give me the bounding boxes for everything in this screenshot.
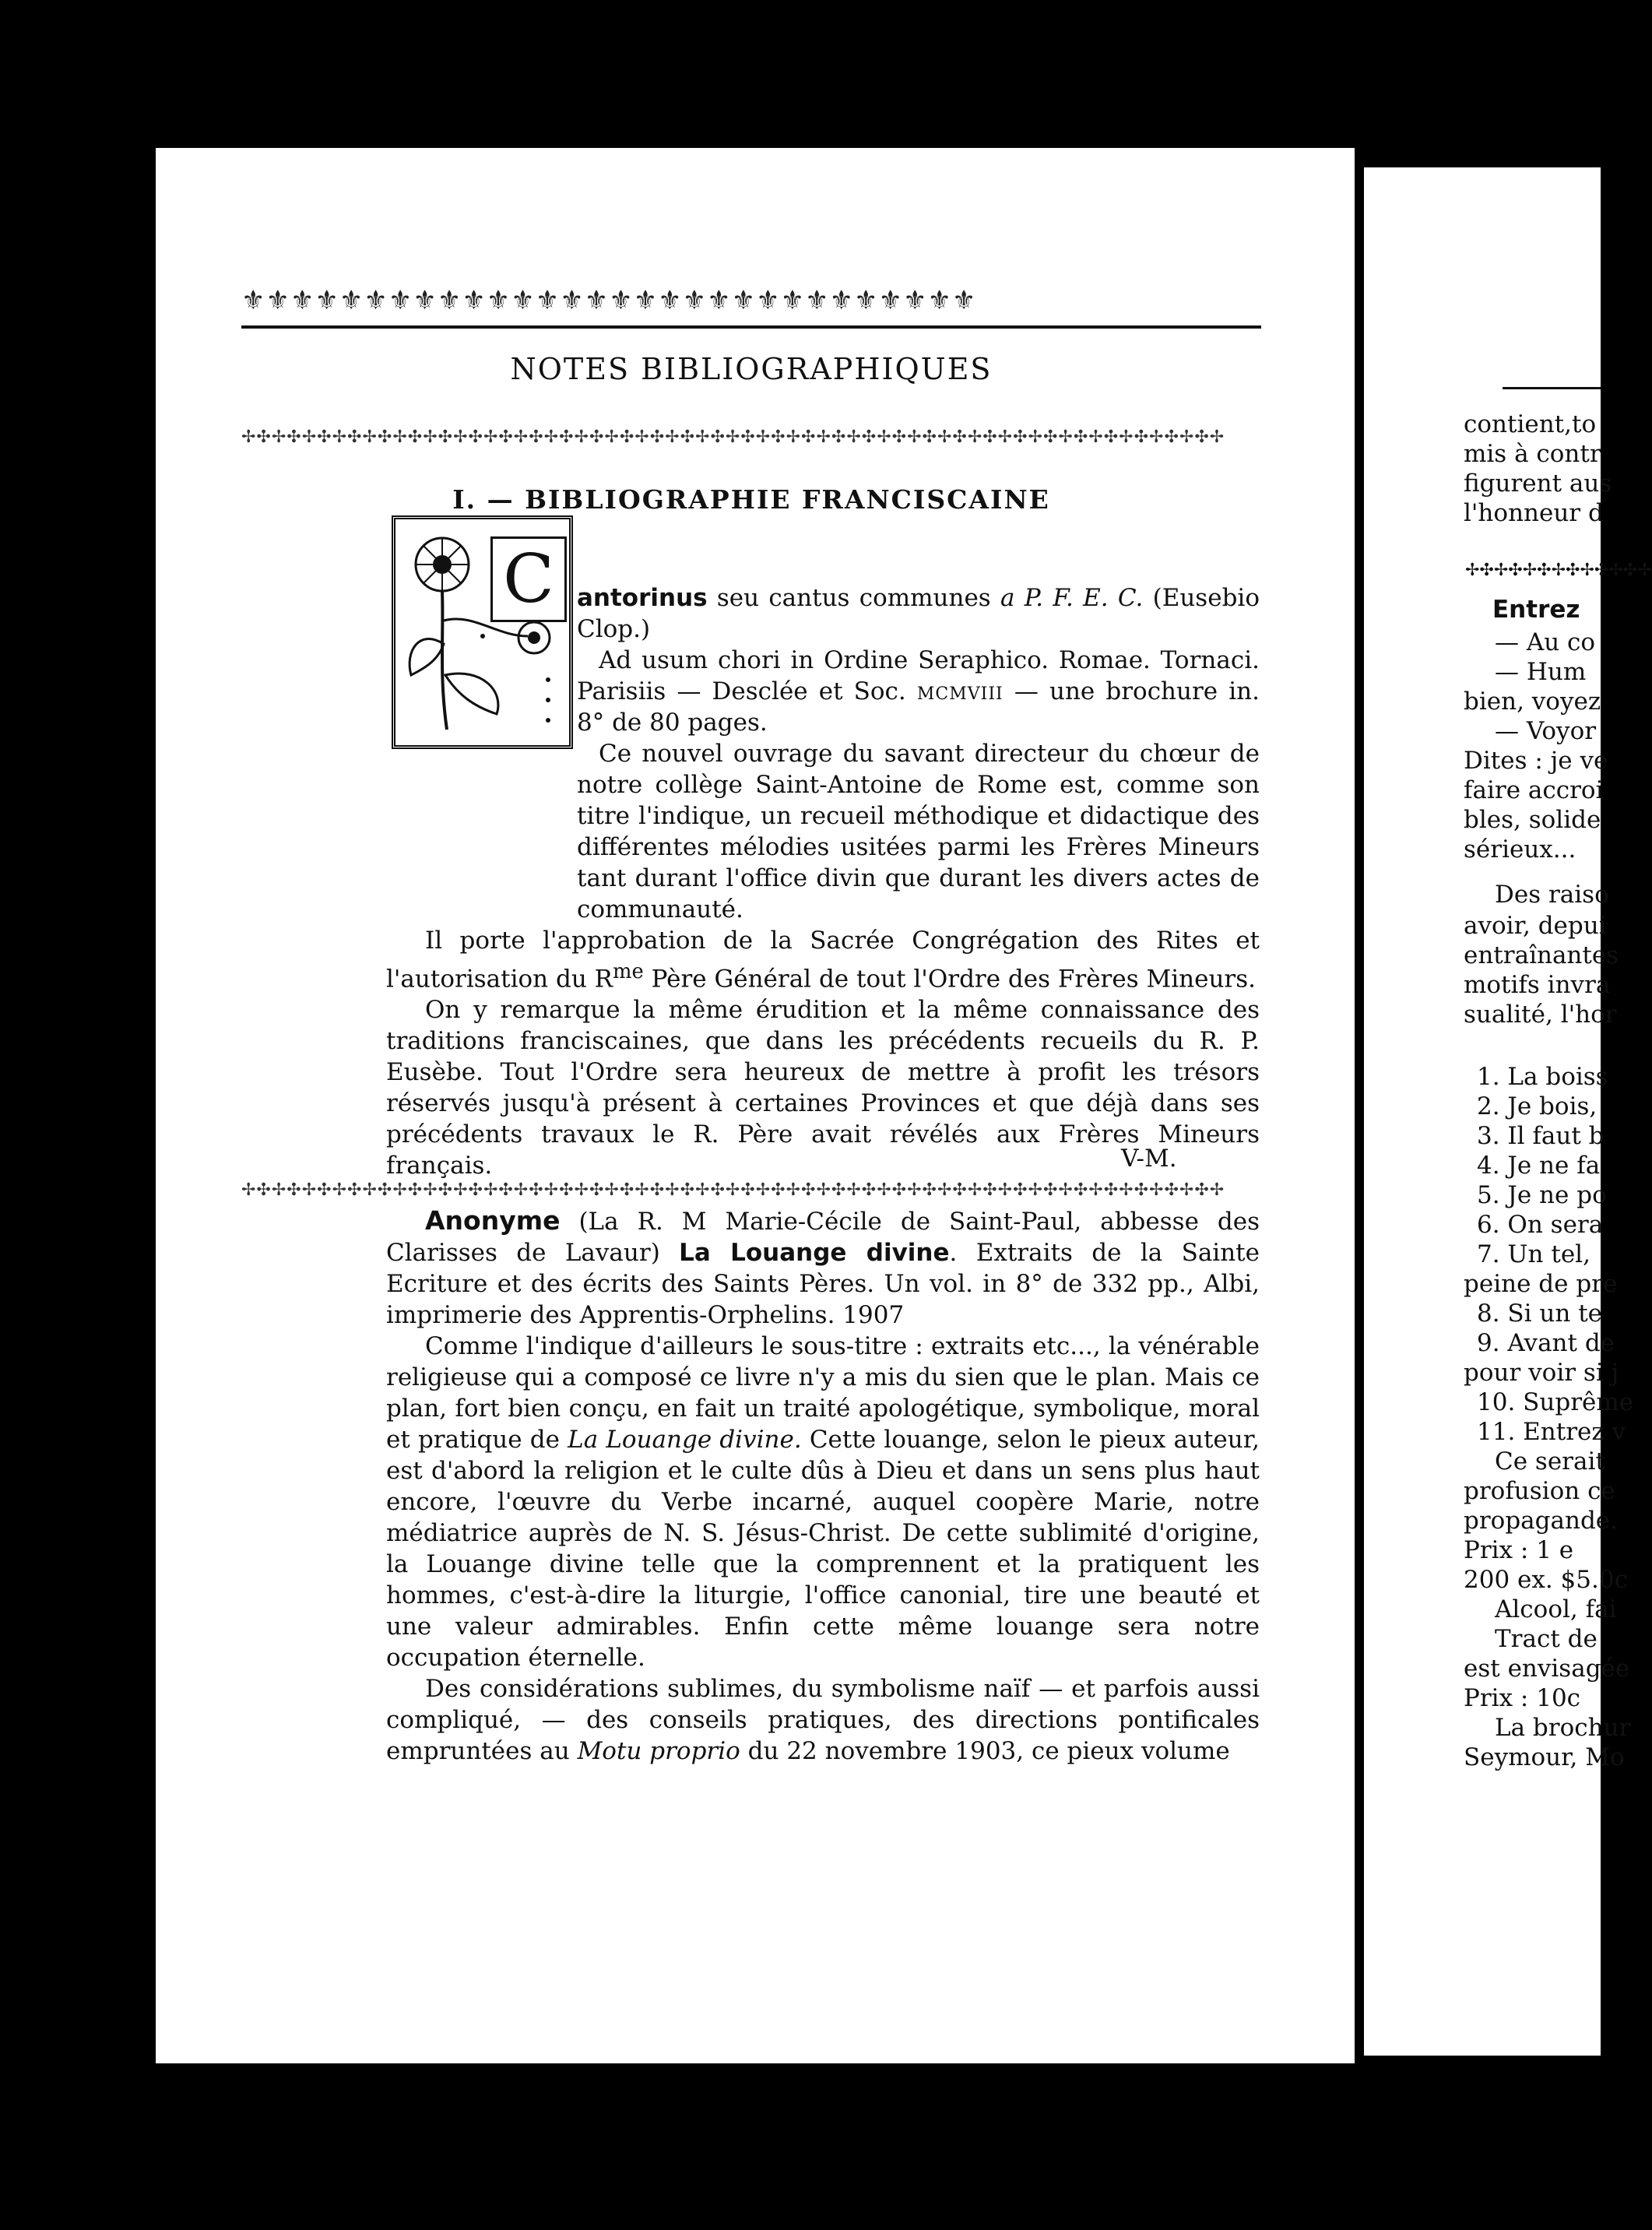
entry-title: antorinus bbox=[577, 584, 708, 612]
right-page-line: peine de pre bbox=[1464, 1270, 1618, 1298]
page-title: NOTES BIBLIOGRAPHIQUES bbox=[510, 352, 993, 386]
right-page-line: Dites : je ve bbox=[1464, 747, 1608, 775]
entry-ornament-divider: ✢✣✢✣✢✣✢✣✢✣✢✣✢✣✢✣✢✣✢✣✢✣✢✣✢✣✢✣✢✣✢✣✢✣✢✣✢✣✢✣✢✣✢✣✢✣✢✣✢✣✢✣✢✣✢✣✢✣✢✣✢✣✢✣✢ bbox=[241, 1180, 1225, 1200]
right-page-line: Prix : 10c bbox=[1464, 1684, 1581, 1712]
entry-paragraph: Ce nouvel ouvrage du savant directeur du chœur de notre collège Saint-Antoine de Rome est, comme son titre l'indique, un recueil méthodique et didactique des différentes mélodies usitées parmi les Frères Mineurs tant durant l'office divin que durant les divers actes de communauté. bbox=[577, 740, 1260, 923]
right-page-line: faire accroi bbox=[1464, 776, 1604, 804]
signature: V-M. bbox=[1121, 1145, 1177, 1173]
entry-paragraph: Comme l'indique d'ailleurs le sous-titre : extraits etc..., la vénérable religieuse qui a composé ce livre n'y a mis du sien que le plan. Mais ce plan, fort bien conçu, en fait un traité apologétique, symbolique, moral et pratique de La Louange divine. Cette louange, selon le pieux auteur, est d'abord la religion et le culte dûs à Dieu et dans un sens plus haut encore, l'œuvre du Verbe incarné, auquel coopère Marie, notre médiatrice auprès de N. S. Jésus-Christ. De cette sublimité d'origine, la Louange divine telle que la comprennent et la pratiquent les hommes, c'est-à-dire la liturgie, l'office canonial, tire une beauté et une valeur admirables. Enfin cette même louange sera notre occupation éternelle. bbox=[386, 1332, 1260, 1672]
right-page-line: 4. Je ne fa bbox=[1477, 1152, 1601, 1180]
right-page-line: Ce serait bbox=[1495, 1447, 1605, 1476]
right-page-line: 9. Avant de bbox=[1477, 1329, 1615, 1357]
right-page-line: Alcool, fai bbox=[1495, 1595, 1617, 1623]
entry-paragraph: Il porte l'approbation de la Sacrée Congrégation des Rites et l'autorisation du $R^{me}$ Père Général de tout l'Ordre des Frères Mineurs. bbox=[386, 927, 1260, 994]
right-page-line: mis à contr bbox=[1464, 440, 1601, 468]
entry-title: Anonyme bbox=[425, 1205, 561, 1236]
right-page-line: pour voir si j bbox=[1464, 1359, 1619, 1387]
entry-cantorinus bbox=[386, 582, 1260, 1181]
right-page-line: — Voyor bbox=[1495, 717, 1597, 745]
right-page-line: 3. Il faut b bbox=[1477, 1122, 1605, 1150]
right-page-line: Seymour, Mo bbox=[1464, 1743, 1625, 1771]
right-page-line: avoir, depui bbox=[1464, 912, 1607, 940]
entry-author: a P. F. E. C. bbox=[1000, 584, 1144, 612]
right-page-rule bbox=[1503, 387, 1601, 389]
right-page-ornament: ✢✣✢✣✢✣✢✣✢✣✢✣✢ bbox=[1465, 561, 1652, 580]
section-ornament-divider: ✢✣✢✣✢✣✢✣✢✣✢✣✢✣✢✣✢✣✢✣✢✣✢✣✢✣✢✣✢✣✢✣✢✣✢✣✢✣✢✣✢✣✢✣✢✣✢✣✢✣✢✣✢✣✢✣✢✣✢✣✢✣✢✣✢ bbox=[241, 427, 1225, 447]
right-page-line: 11. Entrez v bbox=[1477, 1418, 1626, 1446]
right-page-line: contient,to bbox=[1464, 410, 1597, 438]
right-page-line: figurent aus bbox=[1464, 470, 1612, 498]
right-page-line: Prix : 1 e bbox=[1464, 1536, 1574, 1564]
section-heading: I. — BIBLIOGRAPHIE FRANCISCAINE bbox=[452, 484, 1050, 515]
right-page-line: motifs invra bbox=[1464, 971, 1611, 999]
right-page-line: — Hum bbox=[1495, 658, 1587, 686]
right-page-line: 6. On sera bbox=[1477, 1211, 1604, 1239]
entry-paragraph: Des considérations sublimes, du symbolisme naïf — et parfois aussi compliqué, — des conseils pratiques, des directions pontificales empruntées au Motu proprio du 22 novembre 1903, ce pieux volume bbox=[386, 1675, 1260, 1765]
right-page-line: profusion ce bbox=[1464, 1477, 1615, 1505]
right-page-line: 5. Je ne po bbox=[1477, 1181, 1607, 1209]
right-page-line: 2. Je bois, bbox=[1477, 1092, 1598, 1120]
right-page-line: sualité, l'hor bbox=[1464, 1001, 1617, 1029]
entry-paragraph: On y remarque la même érudition et la même connaissance des traditions franciscaines, que dans les précédents recueils du R. P. Eusèbe. Tout l'Ordre sera heureux de mettre à profit les trésors réservés jusqu'à présent à certaines Provinces et que déjà dans ses précédents travaux le R. Père avait révélés aux Frères Mineurs français. bbox=[386, 996, 1260, 1180]
right-page-line: Entrez bbox=[1492, 596, 1580, 624]
right-page-line: entraînantes bbox=[1464, 941, 1619, 969]
book-title: La Louange divine bbox=[679, 1239, 950, 1267]
right-page-line: bien, voyez bbox=[1464, 688, 1601, 716]
right-page-line: La brochur bbox=[1495, 1714, 1631, 1742]
right-page-line: Tract de bbox=[1495, 1625, 1598, 1653]
entry-heading: antorinus seu cantus communes a P. F. E. C. (Eusebio Clop.) bbox=[577, 584, 1260, 643]
entry-heading: Anonyme (La R. M Marie-Cécile de Saint-Paul, abbesse des Clarisses de Lavaur) La Louange divine. Extraits de la Sainte Ecriture et des écrits des Saints Pères. Un vol. in 8° de 332 pp., Albi, imprimerie des Apprentis-Orphelins. 1907 bbox=[386, 1205, 1260, 1329]
right-page-line: sérieux... bbox=[1464, 835, 1576, 864]
header-ornament: ⚜⚜⚜⚜⚜⚜⚜⚜⚜⚜⚜⚜⚜⚜⚜⚜⚜⚜⚜⚜⚜⚜⚜⚜⚜⚜⚜⚜⚜⚜ bbox=[241, 280, 1261, 329]
right-page-line: Des raiso bbox=[1495, 881, 1609, 909]
right-page-line: 10. Suprême bbox=[1477, 1388, 1634, 1416]
right-page-line: est envisagée bbox=[1464, 1655, 1630, 1683]
right-page-line: l'honneur d bbox=[1464, 499, 1604, 527]
entry-anonyme bbox=[386, 1205, 1260, 1767]
right-page-line: 7. Un tel, bbox=[1477, 1240, 1590, 1268]
right-page-line: 8. Si un te bbox=[1477, 1300, 1603, 1328]
right-page-line: propagande. bbox=[1464, 1507, 1618, 1535]
right-page-line: 200 ex. $5.0c bbox=[1464, 1566, 1628, 1594]
right-page-line: — Au co bbox=[1495, 628, 1596, 656]
right-page-line: 1. La boiss bbox=[1477, 1063, 1608, 1091]
entry-publication: Ad usum chori in Ordine Seraphico. Romae. Tornaci. Parisiis — Desclée et Soc. mcmviii — une brochure in. 8° de 80 pages. bbox=[577, 646, 1260, 737]
right-page-line: bles, solide bbox=[1464, 806, 1601, 834]
right-page bbox=[1364, 167, 1652, 2056]
drop-cap-letter: C bbox=[490, 536, 567, 622]
